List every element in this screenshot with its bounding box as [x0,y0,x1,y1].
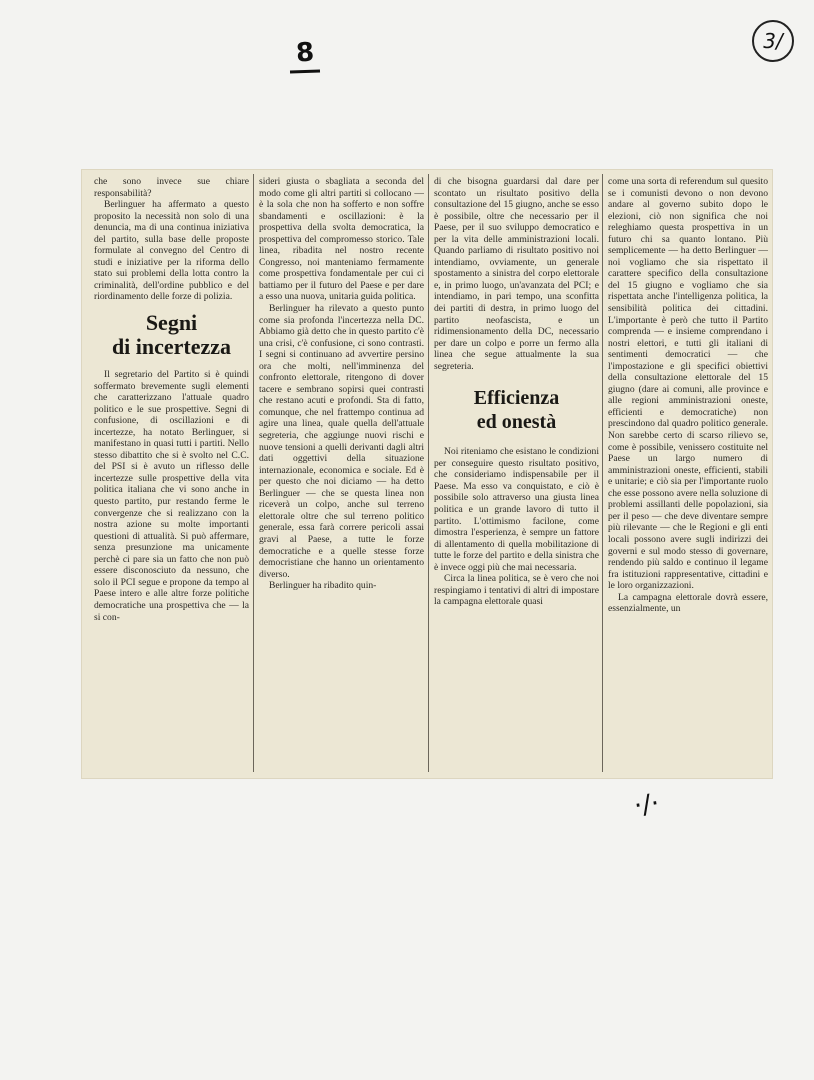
column-rule [428,174,429,772]
section-heading-efficienza [434,386,599,434]
heading-line: Efficienza [473,387,560,410]
paragraph: che sono invece sue chiare responsabilità? [94,176,249,199]
paragraph: Berlinguer ha ribadito quin- [269,580,377,592]
circled-sheet-number: 3/ [752,20,794,62]
continuation-mark: ·/· [632,788,662,822]
paragraph: sideri giusta o sbagliata a seconda del modo come gli altri partiti si collocano — è la sola che non ha sofferto e non soffre sbandamenti e oscillazioni: è la prospettiva della svolta democratica, la prospettiva del compromesso storico. Tale linea, ribadita nel nostro recente Congresso, noi manteniamo fermamente come prospettiva fondamentale per cui ci battiamo per il futuro del Paese e per dare a esso una nuova, unitaria guida politica. [259,176,424,303]
paragraph: di che bisogna guardarsi dal dare per scontato un risultato positivo della consultazione del 15 giugno, anche se esso è possibile, oltre che necessario per il Paese, per il suo sviluppo democratico e per la vita delle amministrazioni locali. Quando parliamo di risultato positivo noi intendiamo, ovviamente, un generale spostamento a sinistra del corpo elettorale e, in primo luogo, un'avanzata del PCI; e intendiamo, in pari tempo, una sconfitta dei partiti di destra, in primo luogo del partito neofascista, e un ridimensionamento della DC, necessario per dare un colpo e porre un fermo alla linea che segue attualmente la sua segreteria. [434,176,599,372]
column-rule [602,174,603,772]
article-column-2 [259,176,424,776]
article-column-1 [94,176,249,776]
section-heading-segni [94,311,249,359]
paragraph: Circa la linea politica, se è vero che noi respingiamo i tentativi di altri di impostare la campagna elettorale quasi [434,573,599,608]
paragraph: come una sorta di referendum sul quesito se i comunisti devono o non devono andare al governo subito dopo le elezioni, ciò non significa che noi releghiamo questa prospettiva in un futuro chi sa quanto lontano. Più semplicemente — ha detto Berlinguer — noi vogliamo che sia rispettato il carattere specifico della consultazione del 15 giugno e vogliamo che sia rispettata anche l'intelligenza politica, la sensibilità politica dei cittadini. L'importante è però che tutto il Partito comprenda — e insieme comprendano i nostri elettori, e tutti gli italiani di sentimenti democratici — che l'impostazione e gli specifici obiettivi della consultazione elettorale del 15 giugno (dare ai comuni, alle province e alle regioni amministrazioni oneste, efficienti e democratiche) non prescindono dal quadro politico generale. Non sarebbe certo di scarso rilievo se, come è possibile, venissero costituite nel Paese un largo numero di amministrazioni oneste, efficienti, stabili e unitarie; e ciò sia per l'importante ruolo che esse possono avere nella soluzione di problemi assillanti delle popolazioni, sia per il peso — che deve diventare sempre più rilevante — che le Regioni e gli enti locali possono avere sugli indirizzi dei governi e sul modo stesso di governare, rendendo più saldo e continuo il legame fra istituzioni rappresentative, cittadini e le loro organizzazioni. [608,176,768,592]
paragraph: La campagna elettorale dovrà essere, essenzialmente, un [608,591,768,615]
article-column-4 [608,176,768,776]
heading-line: Segni [145,310,198,336]
newspaper-clipping [82,170,772,778]
heading-line: ed onestà [476,411,557,434]
article-column-3 [434,176,599,776]
paragraph: Noi riteniamo che esistano le condizioni per conseguire questo risultato positivo, che consideriamo indispensabile per il Paese. Ma esso va conquistato, e ciò è possibile solo attraverso una giusta linea politica e un grande lavoro di tutto il partito. L'ottimismo facilone, come dimostra l'esperienza, è sempre un fattore di allentamento di quella mobilitazione di tutte le forze del partito e della sinistra che è invece oggi più che mai necessaria. [434,446,599,573]
paragraph: Berlinguer ha rilevato a questo punto come sia profonda l'incertezza nella DC. Abbiamo già detto che in questo partito c'è una crisi, c'è confusione, ci sono contrasti. I segni si continuano ad avvertire persino ora che molti, nell'imminenza del confronto elettorale, ritengono di dover tacere e sembrano sopirsi quei contrasti che restano acuti e profondi. Sta di fatto, comunque, che nel frattempo continua ad agire una linea, quale quella dell'attuale segreteria, che aggiunge nuovi rischi e nuove tensioni a quelli derivanti dagli altri dati oggettivi della situazione internazionale, economica e sociale. Ed è per questo che noi diciamo — ha detto Berlinguer — che se questa linea non riceverà un colpo, anche sul terreno elettorale oltre che sul terreno politico generale, essa farà correre pericoli assai gravi al Paese, a tutte le forze democratiche e a quelle stesse forze democristiane che hanno un orientamento diverso. [259,303,424,580]
heading-line: di incertezza [111,334,232,360]
handwritten-page-number: 8 [294,37,316,69]
paragraph: Berlinguer ha affermato a questo proposito la necessità non solo di una denuncia, ma di una continua iniziativa del partito, sulla base delle proposte formulate al convegno del Centro di studi e iniziative per la riforma dello stato sui problemi della lotta contro la criminalità, dell'ordine pubblico e del riordinamento delle forze di polizia. [94,199,249,303]
column-rule [253,174,254,772]
paragraph: Il segretario del Partito si è quindi soffermato brevemente sugli elementi che caratterizzano l'attuale quadro politico e le sue prospettive. Segni di confusione, di oscillazioni e di incertezze, ha notato Berlinguer, si manifestano in quasi tutti i partiti. Nello stesso dibattito che si è svolto nel C.C. del PSI si è avuto un riflesso delle incertezze sulle prospettive della vita politica italiana che vi sono anche in questo partito, pur restando ferme le convergenze che si realizzano con la nostra azione su molte importanti questioni di attualità. Si può affermare, senza presunzione ma unicamente perchè ci pare sia un fatto che non può essere disconosciuto da nessuno, che solo il PCI segue e propone da tempo al Paese intero e alle altre forze politiche democratiche una prospettiva che — la si con- [94,369,249,623]
page-number-underline [290,69,320,73]
